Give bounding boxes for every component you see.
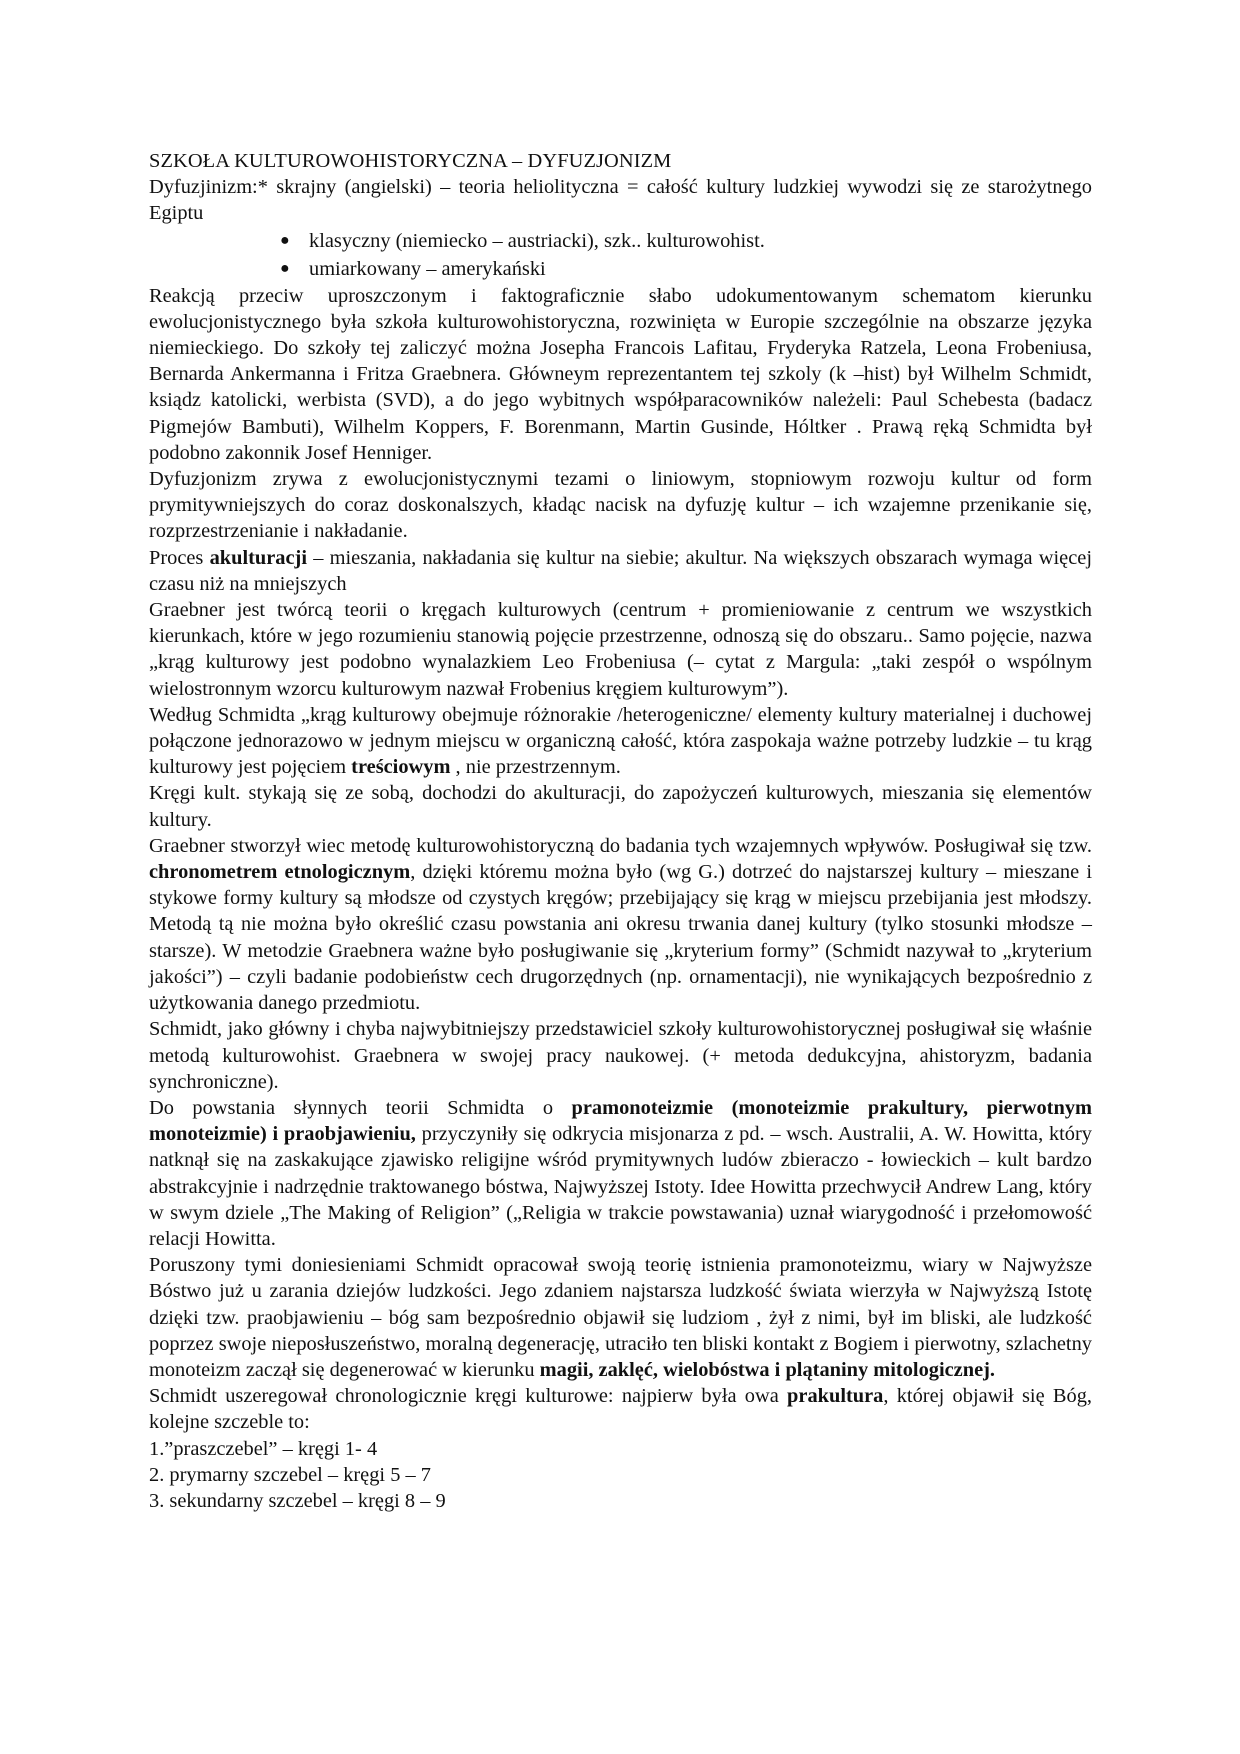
text-run: Do powstania słynnych teorii Schmidta o [149,1096,572,1119]
bullet-text: klasyczny (niemiecko – austriacki), szk.. kulturowohist. [309,229,765,252]
levels-list [149,1436,1092,1515]
text-run: Graebner stworzył wiec metodę kulturowohistoryczną do badania tych wzajemnych wpływów. Posługiwał się tzw. [149,834,1092,857]
bullet-item [280,227,1092,255]
paragraph-pramonoteizm [149,1095,1092,1252]
text-run: , nie przestrzennym. [450,756,621,779]
text-run: , dzięki któremu można było (wg G.) dotrzeć do najstarszej kultury – mieszane i stykowe formy kultury są młodsze od czystych kręgów; przebijający się krąg w miejscu przebijania jest młodszy. Metodą tą nie można było określić czasu powstania ani okresu trwania danej kultury (tylko stosunki młodsze – starsze). W metodzie Graebnera ważne było posługiwanie się „kryterium formy” (Schmidt nazywał to „kryterium jakości”) – czyli badanie podobieństw cech drugorzędnych (np. ornamentacji), nie wynikających bezpośrednio z użytkowania danego przedmiotu. [149,861,1092,1015]
paragraph-schmidt-circle [149,702,1092,781]
text-run: Według Schmidta „krąg kulturowy obejmuje różnorakie /heterogeniczne/ elementy kultury materialnej i duchowej połączone jednorazowo w jednym miejscu w organiczną całość, która zaspokaja ważne potrzeby ludzkie – tu krąg kulturowy jest pojęciem [149,703,1092,779]
paragraph-schmidt-theory [149,1252,1092,1383]
text-run: przyczyniły się odkrycia misjonarza z pd. – wsch. Australii, A. W. Howitta, który natknął się na zaskakujące zjawisko religijne wśród prymitywnych ludów zbieraczo - łowieckich – kult bardzo abstrakcyjnie i nadrzędnie traktowanego bóstwa, Najwyższej Istoty. Idee Howitta przechwycił Andrew Lang, który w swym dziele „The Making of Religion” („Religia w trakcie powstawania) uznał wiarygodność i przełomowość relacji Howitta. [149,1123,1092,1250]
bullet-icon: ● [280,231,290,249]
level-item: 2. prymarny szczebel – kręgi 5 – 7 [149,1463,431,1486]
paragraph-reaction: Reakcją przeciw uproszczonym i faktograficznie słabo udokumentowanym schematom kierunku ewolucjonistycznego była szkoła kulturowohistoryczna, rozwinięta w Europie szczególnie na obszarze języka niemieckiego. Do szkoły tej zaliczyć można Josepha Francois Lafitau, Fryderyka Ratzela, Leona Frobeniusa, Bernarda Ankermanna i Fritza Graebnera. Główneym reprezentantem tej szkoly (k –hist) był Wilhelm Schmidt, ksiądz katolicki, werbista (SVD), a do jego wybitnych współparacowników należeli: Paul Schebesta (badacz Pigmejów Bambuti), Wilhelm Koppers, F. Borenmann, Martin Gusinde, Hóltker . Prawą ręką Schmidta był podobno zakonnik Josef Henniger. [149,284,1092,464]
paragraph-dyfuzjonizm: Dyfuzjonizm zrywa z ewolucjonistycznymi tezami o liniowym, stopniowym rozwoju kultur od form prymitywniejszych do coraz doskonalszych, kładąc nacisk na dyfuzję kultur – ich wzajemne przenikanie się, rozprzestrzenianie i nakładanie. [149,468,1092,543]
bold-term: akulturacji [209,546,308,569]
bullet-list [149,227,1092,283]
bold-term: treściowym [351,756,451,779]
paragraph-akulturacja [149,545,1092,597]
bullet-item [280,255,1092,283]
text-run: Proces [149,546,210,569]
intro-paragraph: Dyfuzjinizm:* skrajny (angielski) – teoria heliolityczna = całość kultury ludzkiej wywodzi się ze starożytnego Egiptu [149,176,1092,225]
paragraph-schmidt-method: Schmidt, jako główny i chyba najwybitniejszy przedstawiciel szkoły kulturowohistorycznej posługiwał się właśnie metodą kulturowohist. Graebnera w swojej pracy naukowej. (+ metoda dedukcyjna, ahistoryzm, badania synchroniczne). [149,1018,1092,1093]
paragraph-graebner-method [149,833,1092,1016]
bold-term: chronometrem etnologicznym [149,861,411,884]
paragraph-circles-contact: Kręgi kult. stykają się ze sobą, dochodzi do akulturacji, do zapożyczeń kulturowych, mieszania się elementów kultury. [149,782,1092,831]
bullet-text: umiarkowany – amerykański [309,257,546,280]
paragraph-chronology [149,1383,1092,1435]
document-title: SZKOŁA KULTUROWOHISTORYCZNA – DYFUZJONIZM [149,150,672,172]
level-item: 3. sekundarny szczebel – kręgi 8 – 9 [149,1489,446,1512]
text-run: – mieszania, nakładania się kultur na siebie; akultur. Na większych obszarach wymaga więcej czasu niż na mniejszych [149,546,1093,595]
text-run: Schmidt uszeregował chronologicznie kręgi kulturowe: najpierw była owa [149,1385,788,1408]
text-run: Poruszony tymi doniesieniami Schmidt opracował swoją teorię istnienia pramonoteizmu, wiary w Najwyższe Bóstwo już u zarania dziejów ludzkości. Jego zdaniem najstarsza ludzkość świata wierzyła w Najwyższą Istotę dzięki tzw. praobjawieniu – bóg sam bezpośrednio objawił się ludziom , żył z nimi, był im bliski, ale ludzkość poprzez swoje nieposłuszeństwo, moralną degenerację, utraciło ten bliski kontakt z Bogiem i pierwotny, szlachetny monoteizm zaczął się degenerować w kierunku [149,1254,1092,1381]
bold-term: magii, zaklęć, wielobóstwa i plątaniny mitologicznej. [539,1358,996,1381]
text-run: , której objawił się Bóg, kolejne szczeble to: [149,1385,1092,1434]
level-item: 1.”praszczebel” – kręgi 1- 4 [149,1437,378,1460]
bold-term: prakultura [787,1385,884,1408]
bold-term: pramonoteizmie (monoteizmie prakultury, pierwotnym monoteizmie) i praobjawieniu, [149,1096,1092,1146]
bullet-icon: ● [280,259,290,277]
paragraph-graebner-circles: Graebner jest twórcą teorii o kręgach kulturowych (centrum + promieniowanie z centrum we wszystkich kierunkach, które w jego rozumieniu stanowią pojęcie przestrzenne, odnoszą się do obszaru.. Samo pojęcie, nazwa „krąg kulturowy jest podobno wynalazkiem Leo Frobeniusa (– cytat z Margula: „taki zespół o wspólnym wielostronnym wzorcu kulturowym nazwał Frobenius kręgiem kulturowym”). [149,599,1092,700]
document-page [149,148,1092,1514]
